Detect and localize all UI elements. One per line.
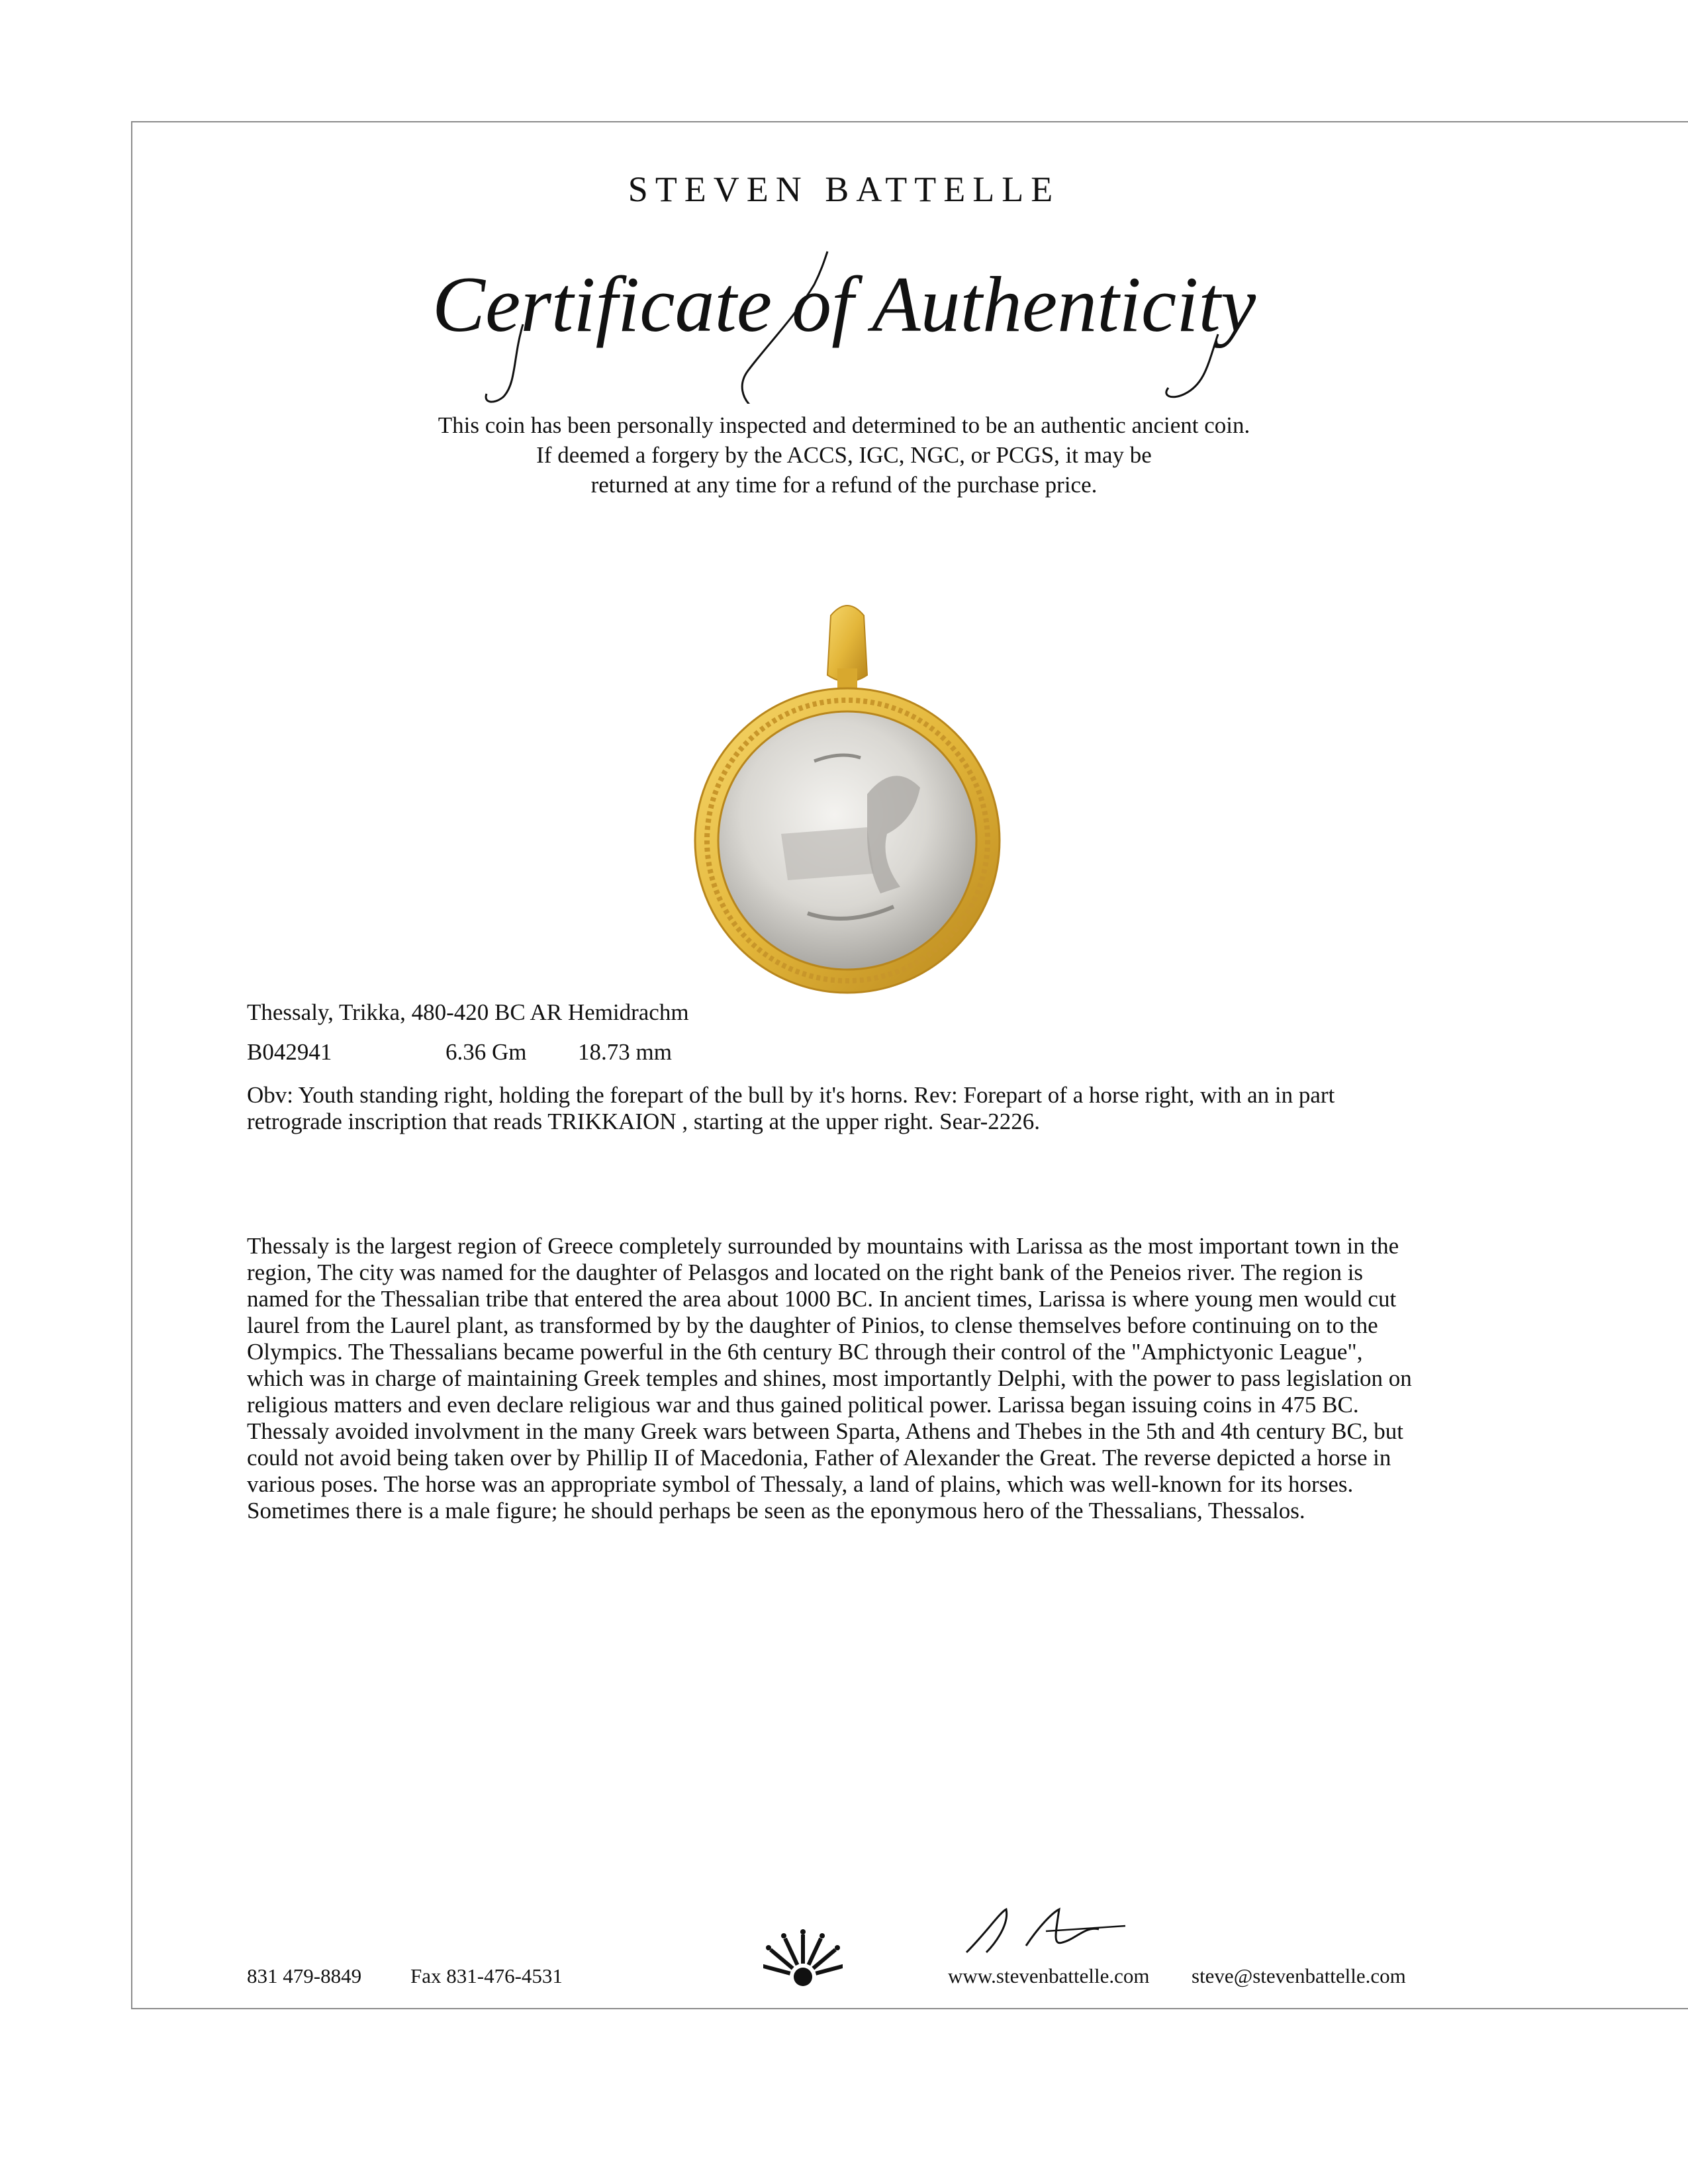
sunburst-logo-icon bbox=[763, 1929, 843, 1989]
coin-id: B042941 bbox=[247, 1039, 332, 1065]
coin-title: Thessaly, Trikka, 480-420 BC AR Hemidrachm bbox=[247, 999, 689, 1025]
certificate-title bbox=[0, 232, 1688, 404]
brand-name: STEVEN BATTELLE bbox=[628, 169, 1060, 209]
coin-weight: 6.36 Gm bbox=[445, 1039, 527, 1065]
footer-fax: Fax 831-476-4531 bbox=[410, 1964, 563, 1987]
coin-specs bbox=[247, 1039, 672, 1066]
coin-horse-forepart bbox=[781, 827, 874, 880]
intro-line-1: This coin has been personally inspected and determined to be an authentic ancient coin. bbox=[438, 412, 1250, 438]
intro-line-3: returned at any time for a refund of the purchase price. bbox=[590, 472, 1098, 498]
coin-diameter: 18.73 mm bbox=[578, 1039, 672, 1065]
certificate-title-text: Certificate of Authenticity bbox=[432, 260, 1256, 348]
history-paragraph: Thessaly is the largest region of Greece completely surrounded by mountains with Larissa as the most important town in the region, The city was named for the daughter of Pelasgos and located on the right bank of the Peneios river. The region is named for the Thessalian tribe that entered the area about 1000 BC. In ancient times, Larissa is where young men would cut laurel from the Laurel plant, as transformed by by the daughter of Pinios, to clense themselves before continuing on to the Olympics. The Thessalians became powerful in the 6th century BC through their control of the "Amphictyonic League", which was in charge of maintaining Greek temples and shines, most importantly Delphi, with the power to pass legislation on religious matters and even declare religious war and thus gained political power. Larissa began issuing coins in 475 BC. Thessaly avoided involvment in the many Greek wars between Sparta, Athens and Thebes in the 5th and 4th century BC, but could not avoid being taken over by Phillip II of Macedonia, Father of Alexander the Great. The reverse depicted a horse in various poses. The horse was an appropriate symbol of Thessaly, a land of plains, which was well-known for its horses. Sometimes there is a male figure; he should perhaps be seen as the eponymous hero of the Thessalians, Thessalos. bbox=[247, 1233, 1412, 1524]
coin-description: Obv: Youth standing right, holding the forepart of the bull by it's horns. Rev: Forepart of a horse right, with an in part retrograde inscription that reads TRIKKAION , starting at the upper right. Sear-2226. bbox=[247, 1082, 1335, 1134]
coin-pendant-image bbox=[669, 596, 1026, 1019]
intro-line-2: If deemed a forgery by the ACCS, IGC, NGC, or PCGS, it may be bbox=[536, 442, 1152, 468]
footer-website-link[interactable]: www.stevenbattelle.com bbox=[948, 1964, 1150, 1987]
footer-email-link[interactable]: steve@stevenbattelle.com bbox=[1192, 1964, 1406, 1987]
footer-phone: 831 479-8849 bbox=[247, 1964, 362, 1987]
intro-statement bbox=[0, 410, 1688, 500]
signature bbox=[947, 1906, 1145, 1959]
